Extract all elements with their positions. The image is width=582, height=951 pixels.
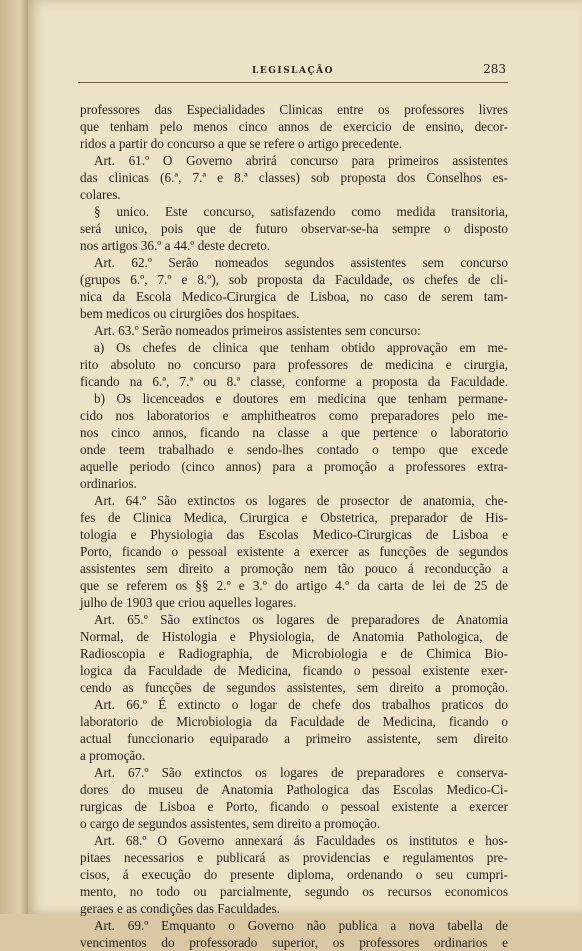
text-line: das clinicas (6.ª, 7.ª e 8.ª classes) sob proposta dos Conselhos es- [80, 170, 508, 185]
text-line: a promoção. [80, 748, 146, 763]
text-line: Porto, ficando o pessoal existente a exercer as funcções de segundos [80, 544, 508, 559]
text-line: que se referem os §§ 2.º e 3.º do artigo 4.º da carta de lei de 25 de [80, 578, 508, 593]
text-line: geraes e as condições das Faculdades. [80, 901, 280, 916]
page-number: 283 [483, 62, 506, 76]
text-line: Art. 64.º São extinctos os logares de prosector de anatomia, che- [94, 493, 508, 508]
text-line: ficando na 6.ª, 7.ª ou 8.ª classe, conforme a proposta da Faculdade. [80, 374, 508, 389]
text-line: ridos a partir do concurso a que se refere o artigo precedente. [80, 136, 403, 151]
text-line: Radioscopia e Radiographia, de Microbiologia e de Chimica Bio- [80, 646, 508, 661]
text-line: julho de 1903 que criou aquelles logares. [80, 595, 297, 610]
text-line: actual funccionario equiparado a primeiro assistente, sem direito [80, 731, 508, 746]
text-line: rito absoluto no concurso para professores de medicina e cirurgia, [80, 357, 508, 372]
text-line: aquelle periodo (cinco annos) para a promoção a professores extra- [80, 459, 508, 474]
text-line: Art. 62.º Serão nomeados segundos assistentes sem concurso [94, 255, 508, 270]
body-text [80, 101, 508, 951]
text-line: Art. 65.º São extinctos os logares de preparadores de Anatomia [94, 612, 508, 627]
text-line: Normal, de Histologia e Physiologia, de Anatomia Pathologica, de [80, 629, 508, 644]
text-line: o cargo de segundos assistentes, sem direito a promoção. [80, 816, 381, 831]
text-line: laboratorio de Microbiologia da Faculdade de Medicina, ficando o [80, 714, 508, 729]
text-line: que tenham pelo menos cinco annos de exercicio de ensino, decor- [80, 119, 508, 134]
page-header [78, 62, 508, 83]
text-line: a) Os chefes de clinica que tenham obtido approvação em me- [94, 340, 508, 355]
text-line: vencimentos do professorado superior, os professores ordinarios e [80, 935, 508, 950]
text-line: bem medicos ou cirurgiões dos hospitaes. [80, 306, 300, 321]
text-line: fes de Clinica Medica, Cirurgica e Obstetrica, preparador de His- [80, 510, 508, 525]
text-line: (grupos 6.º, 7.º e 8.º), sob proposta da Faculdade, os chefes de cli- [80, 272, 508, 287]
text-line: colares. [80, 187, 121, 202]
text-line: será unico, pois que de futuro observar-se-ha sempre o disposto [80, 221, 508, 236]
text-line: tologia e Physiologia das Escolas Medico-Cirurgicas de Lisboa e [80, 527, 508, 542]
text-line: § unico. Este concurso, satisfazendo como medida transitoria, [94, 204, 508, 219]
book-gutter [0, 0, 28, 914]
text-line: professores das Especialidades Clinicas entre os professores livres [80, 102, 508, 117]
text-line: cido nos laboratorios e amphitheatros como preparadores pelo me- [80, 408, 508, 423]
text-line: onde teem trabalhado e sendo-lhes contado o tempo que excede [80, 442, 508, 457]
text-line: rurgicas de Lisboa e Porto, ficando o pessoal existente a exercer [80, 799, 508, 814]
text-line: ordinarios. [80, 476, 137, 491]
text-line: b) Os licenceados e doutores em medicina que tenham permane- [94, 391, 508, 406]
text-line: nos artigos 36.º a 44.º deste decreto. [80, 238, 271, 253]
text-line: nica da Escola Medico-Cirurgica de Lisboa, no caso de serem tam- [80, 289, 508, 304]
text-line: dores do museu de Anatomia Pathologica das Escolas Medico-Ci- [80, 782, 508, 797]
text-line: nos cinco annos, ficando na classe a que pertence o laboratorio [80, 425, 508, 440]
text-line: pitaes necessarios e publicará as providencias e regulamentos pre- [80, 850, 508, 865]
text-line: cendo as funcções de segundos assistentes, sem direito a promoção. [80, 680, 508, 695]
text-line: Art. 68.º O Governo annexará ás Faculdades os institutos e hos- [94, 833, 508, 848]
text-line: Art. 69.º Emquanto o Governo não publica a nova tabella de [94, 918, 508, 933]
text-line: logica da Faculdade de Medicina, ficando o pessoal existente exer- [80, 663, 508, 678]
text-line: Art. 61.º O Governo abrirá concurso para primeiros assistentes [94, 153, 508, 168]
text-line: Art. 67.º São extinctos os logares de preparadores e conserva- [94, 765, 508, 780]
text-line: Art. 63.º Serão nomeados primeiros assistentes sem concurso: [94, 323, 421, 338]
text-line: assistentes sem direito a promoção nem tão pouco á reconducção a [80, 561, 508, 576]
text-line: mento, no todo ou parcialmente, segundo os recursos economicos [80, 884, 508, 899]
text-line: cisos, á execução do presente diploma, ordenando o seu cumpri- [80, 867, 508, 882]
text-line: Art. 66.º É extincto o logar de chefe dos trabalhos praticos do [94, 697, 508, 712]
running-title: LEGISLAÇÃO [252, 66, 334, 76]
